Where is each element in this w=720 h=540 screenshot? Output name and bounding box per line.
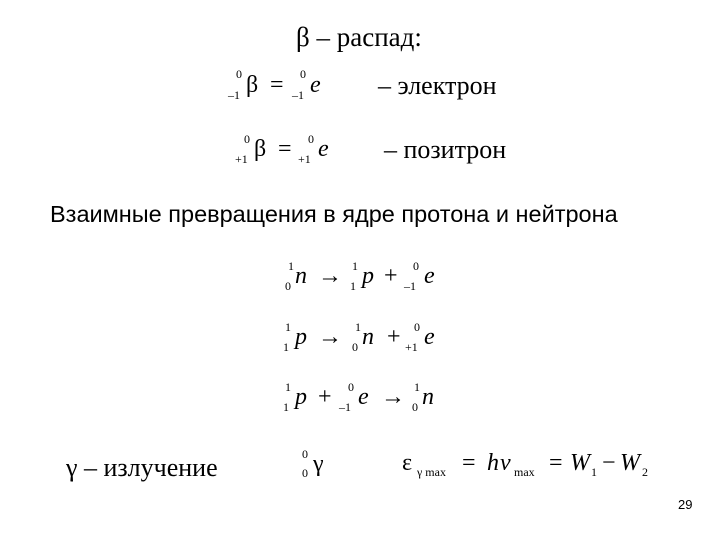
equals-sign: = [462,450,476,476]
mass-number: 0 [244,132,250,146]
beta-symbol: β [246,72,259,98]
mass-number: 1 [414,380,420,394]
electron-label: – электрон [378,71,497,100]
charge-number: 1 [283,400,289,414]
equals-sign: = [549,450,563,476]
arrow: → [318,263,342,289]
proton-symbol: p [295,324,307,350]
charge-number: –1 [404,279,416,293]
mass-number: 1 [352,259,358,273]
charge-number: 0 [302,466,308,480]
positron-symbol: e [424,324,435,350]
charge-number: –1 [339,400,351,414]
epsilon-symbol: ε [402,450,413,476]
gamma-label: γ – излучение [66,453,218,482]
frequency-symbol: ν [500,450,511,476]
plus-sign: + [387,324,401,350]
planck-constant-symbol: h [487,450,499,476]
electron-symbol: e [310,72,321,98]
page-number: 29 [678,497,693,512]
mass-number: 0 [413,259,419,273]
gamma-symbol: γ [313,451,324,477]
positron-label: – позитрон [384,135,507,164]
charge-number: 1 [283,340,289,354]
interconversion-heading: Взаимные превращения в ядре протона и нейтрона [50,201,618,227]
beta-decay-heading: β – распад: [296,22,422,52]
minus-sign: − [602,450,616,476]
mass-number: 0 [302,447,308,461]
mass-number: 0 [308,132,314,146]
mass-number: 0 [236,67,242,81]
beta-symbol: β [254,136,267,162]
neutron-symbol: n [362,324,374,350]
arrow: → [318,324,342,350]
mass-number: 0 [348,380,354,394]
energy-subscript: 2 [642,465,648,479]
mass-number: 1 [285,380,291,394]
energy-subscript: 1 [591,465,597,479]
mass-number: 1 [288,259,294,273]
charge-number: +1 [405,340,418,354]
energy-symbol: W [570,450,590,476]
charge-number: +1 [235,152,248,166]
positron-symbol: e [318,136,329,162]
neutron-symbol: n [422,384,434,410]
energy-symbol: W [620,450,640,476]
proton-symbol: p [362,263,374,289]
frequency-subscript: max [514,465,535,479]
arrow: → [381,384,405,410]
mass-number: 0 [414,320,420,334]
epsilon-subscript: γ max [417,465,446,479]
charge-number: –1 [228,88,240,102]
plus-sign: + [384,263,398,289]
charge-number: –1 [292,88,304,102]
charge-number: 0 [412,400,418,414]
charge-number: 1 [350,279,356,293]
equals-sign: = [270,72,284,98]
equals-sign: = [278,136,292,162]
charge-number: 0 [285,279,291,293]
mass-number: 0 [300,67,306,81]
electron-symbol: e [358,384,369,410]
plus-sign: + [318,384,332,410]
mass-number: 1 [285,320,291,334]
charge-number: +1 [298,152,311,166]
electron-symbol: e [424,263,435,289]
proton-symbol: p [295,384,307,410]
charge-number: 0 [352,340,358,354]
neutron-symbol: n [295,263,307,289]
mass-number: 1 [355,320,361,334]
